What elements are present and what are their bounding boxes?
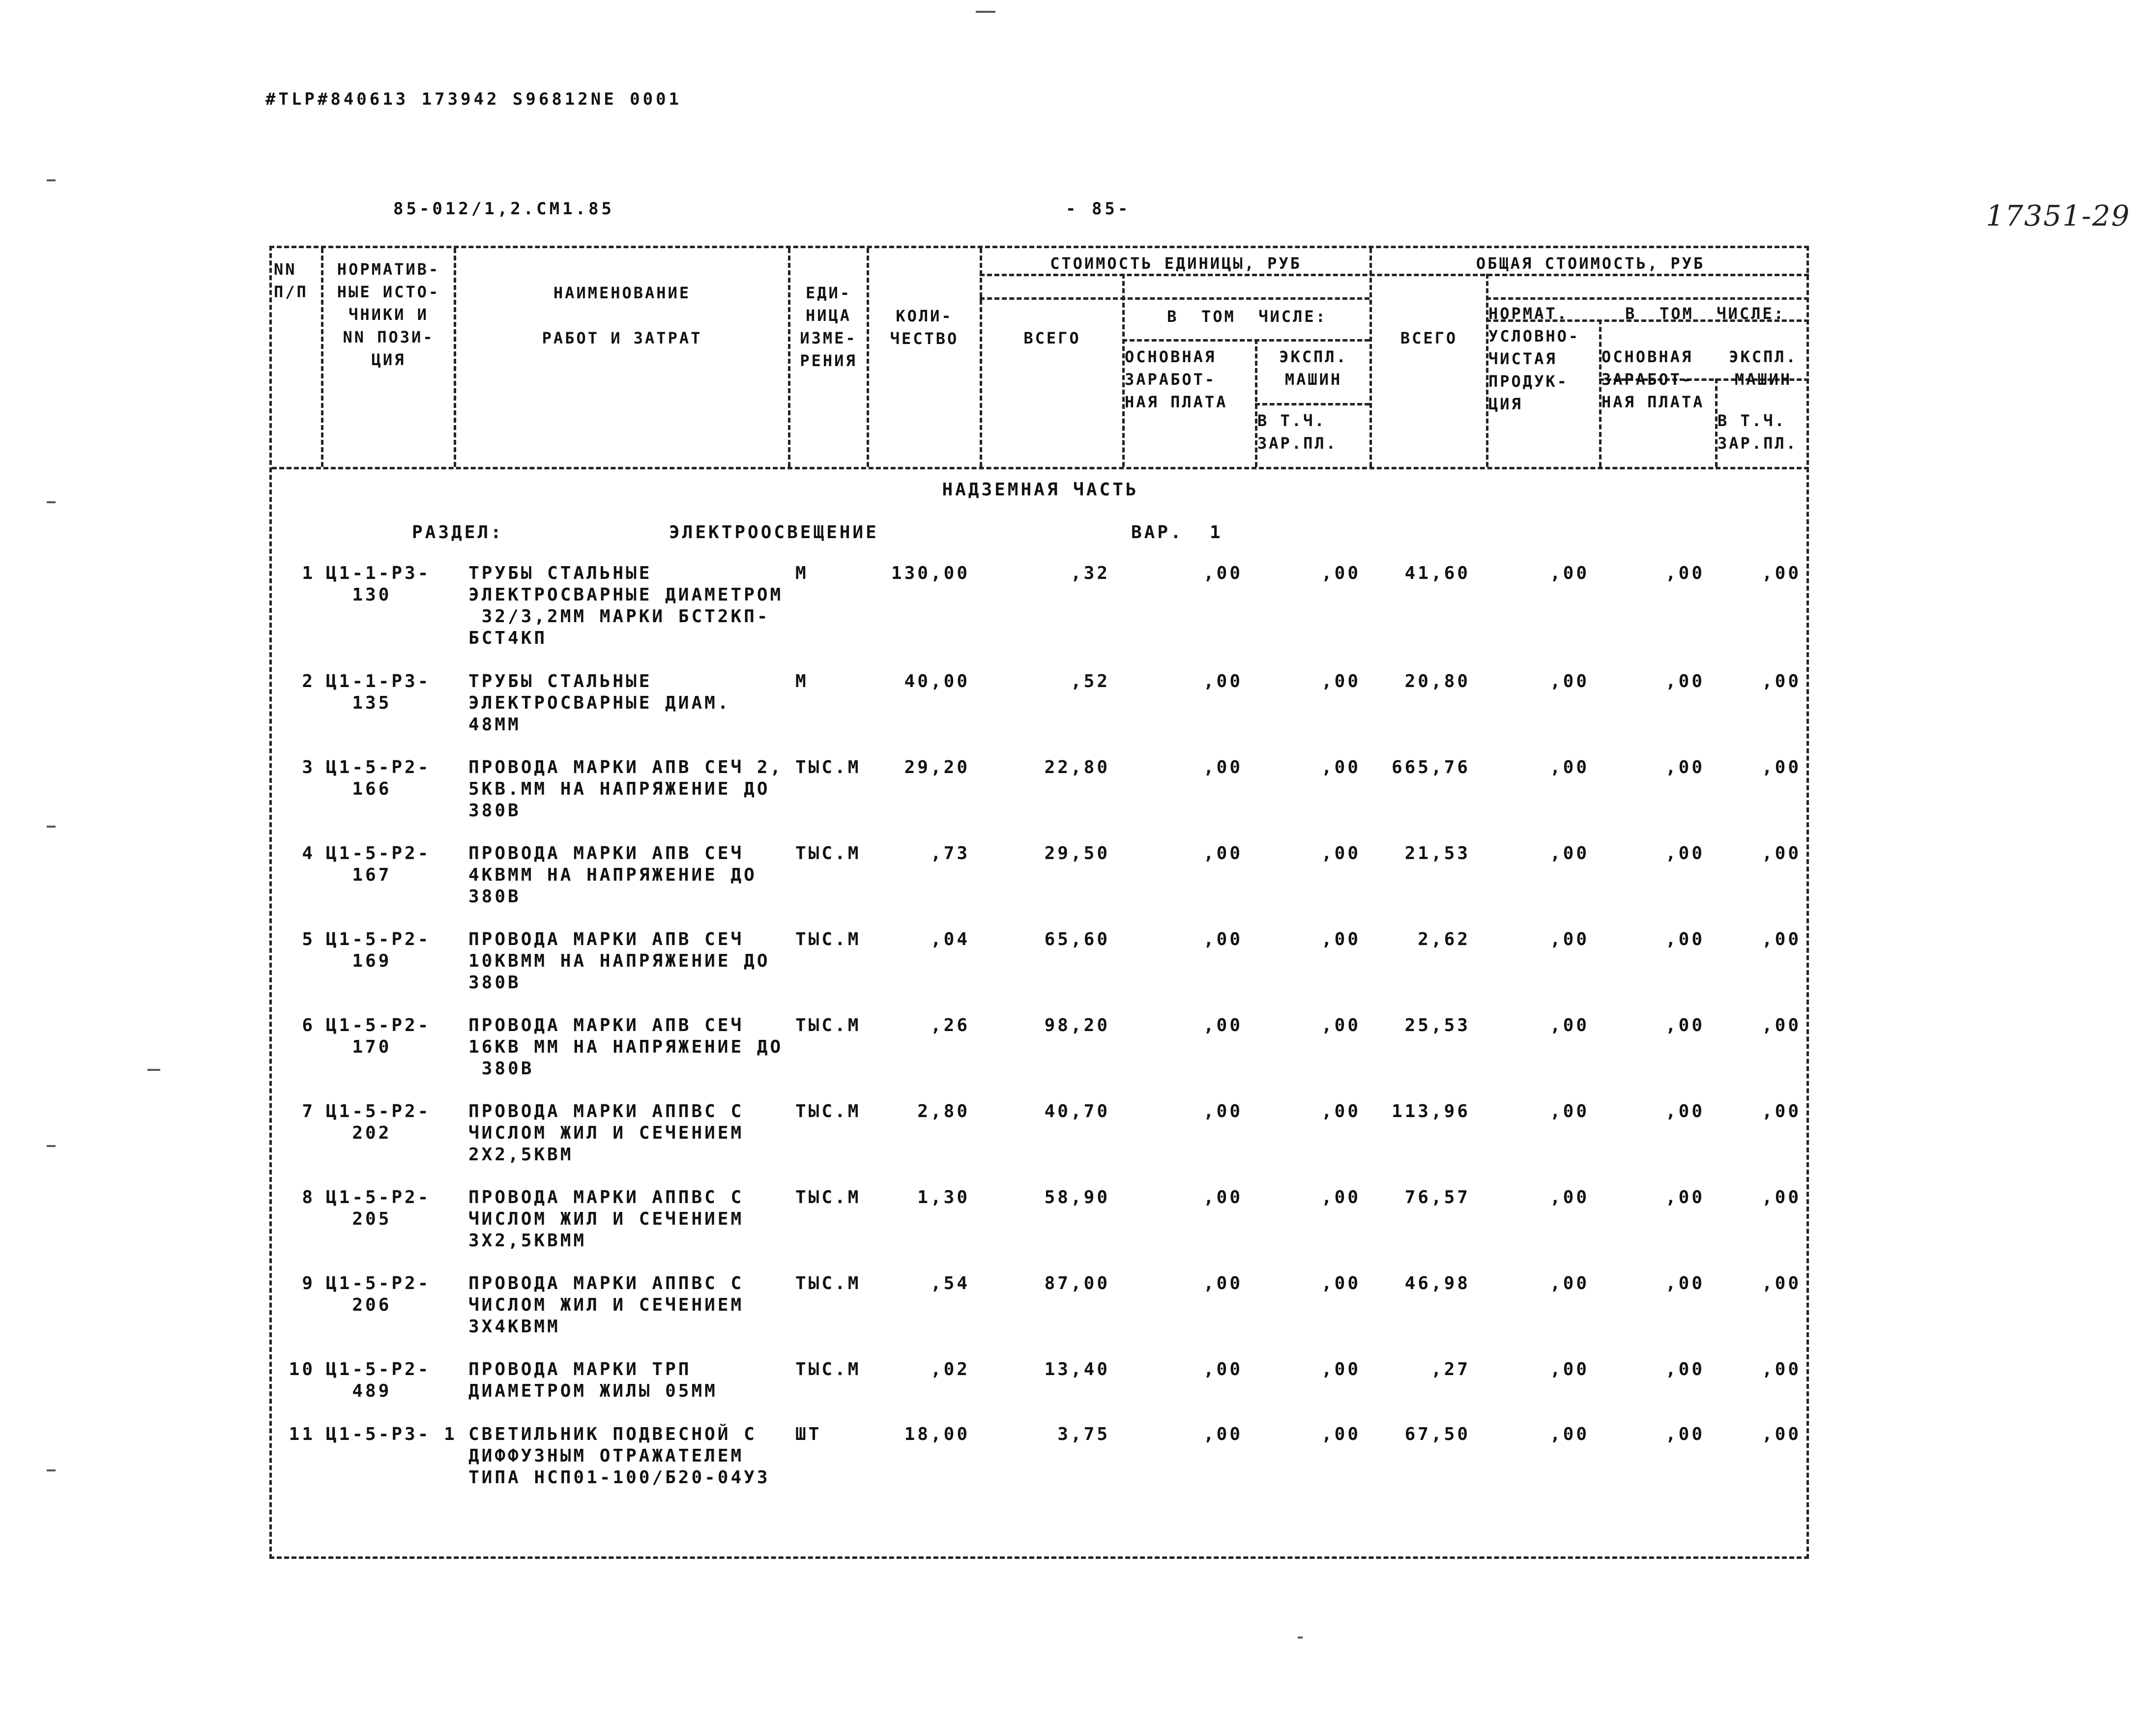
row-total-machines: ,00 [1761, 563, 1801, 583]
row-unit-machines: ,00 [1321, 1187, 1361, 1207]
row-total-normative: ,00 [1549, 843, 1589, 863]
row-number: 9 [302, 1273, 315, 1293]
handwritten-number: 17351-29 [1986, 199, 2130, 232]
margin-mark [147, 1069, 160, 1071]
header-unit-wage: ОСНОВНАЯ ЗАРАБОТ- НАЯ ПЛАТА [1125, 347, 1228, 411]
row-name: СВЕТИЛЬНИК ПОДВЕСНОЙ С ДИФФУЗНЫМ ОТРАЖАТЕЛЕМ ТИПА НСП01-100/Б20-04У3 [468, 1424, 770, 1488]
row-total-wage: ,00 [1665, 563, 1705, 583]
row-total-normative: ,00 [1549, 1015, 1589, 1035]
row-total-normative: ,00 [1549, 1424, 1589, 1444]
row-unit: ТЫС.М [795, 929, 861, 949]
row-total-wage: ,00 [1665, 671, 1705, 691]
row-unit-total: 29,50 [1044, 843, 1110, 863]
row-code: Ц1-1-Р3- 130 [326, 563, 431, 605]
row-number: 8 [302, 1187, 315, 1207]
row-code: Ц1-5-Р3- 1 [326, 1424, 457, 1444]
row-name: ПРОВОДА МАРКИ АППВС С ЧИСЛОМ ЖИЛ И СЕЧЕНИЕМ 2Х2,5КВМ [468, 1101, 744, 1165]
row-total: 113,96 [1391, 1101, 1470, 1121]
row-total-wage: ,00 [1665, 843, 1705, 863]
row-total-wage: ,00 [1665, 1359, 1705, 1379]
row-total: 20,80 [1404, 671, 1470, 691]
header-total-cost: ОБЩАЯ СТОИМОСТЬ, РУБ [1476, 254, 1705, 273]
row-quantity: 18,00 [904, 1424, 970, 1444]
row-total-wage: ,00 [1665, 1015, 1705, 1035]
row-unit: М [795, 671, 809, 691]
row-unit-wage: ,00 [1203, 843, 1243, 863]
row-unit-total: 3,75 [1057, 1424, 1110, 1444]
header-total-machines-wage: В Т.Ч. ЗАР.ПЛ. [1718, 411, 1798, 453]
row-total-wage: ,00 [1665, 1424, 1705, 1444]
row-unit: ТЫС.М [795, 1101, 861, 1121]
row-quantity: 29,20 [904, 757, 970, 777]
row-quantity: ,02 [930, 1359, 970, 1379]
row-code: Ц1-5-Р2- 167 [326, 843, 431, 885]
header-quantity: КОЛИ- ЧЕСТВО [890, 307, 959, 348]
row-total-machines: ,00 [1761, 757, 1801, 777]
row-unit-machines: ,00 [1321, 671, 1361, 691]
row-unit-machines: ,00 [1321, 1424, 1361, 1444]
row-code: Ц1-5-Р2- 169 [326, 929, 431, 971]
row-name: ТРУБЫ СТАЛЬНЫЕ ЭЛЕКТРОСВАРНЫЕ ДИАМ. 48ММ [468, 671, 731, 735]
row-total-machines: ,00 [1761, 1424, 1801, 1444]
row-name: ПРОВОДА МАРКИ ТРП ДИАМЕТРОМ ЖИЛЫ 05ММ [468, 1359, 718, 1401]
header-unit-total: ВСЕГО [1023, 329, 1081, 347]
row-quantity: ,73 [930, 843, 970, 863]
row-total: 25,53 [1404, 1015, 1470, 1035]
document-id: #TLP#840613 173942 S96812NE 0001 [265, 89, 682, 109]
row-quantity: 1,30 [917, 1187, 970, 1207]
row-unit-machines: ,00 [1321, 1359, 1361, 1379]
row-unit-machines: ,00 [1321, 1273, 1361, 1293]
margin-mark [976, 11, 995, 13]
row-total-wage: ,00 [1665, 757, 1705, 777]
row-unit: ТЫС.М [795, 1359, 861, 1379]
row-name: ПРОВОДА МАРКИ АПВ СЕЧ 4КВММ НА НАПРЯЖЕНИЕ ДО 380В [468, 843, 757, 907]
row-total: 41,60 [1404, 563, 1470, 583]
row-unit-wage: ,00 [1203, 1015, 1243, 1035]
row-quantity: ,54 [930, 1273, 970, 1293]
row-total-wage: ,00 [1665, 1273, 1705, 1293]
row-unit-machines: ,00 [1321, 843, 1361, 863]
section-title: НАДЗЕМНАЯ ЧАСТЬ [942, 480, 1139, 500]
header-normative: НОРМАТИВ- НЫЕ ИСТО- ЧНИКИ И NN ПОЗИ- ЦИЯ [337, 260, 440, 369]
row-name: ПРОВОДА МАРКИ АППВС С ЧИСЛОМ ЖИЛ И СЕЧЕНИЕМ 3Х4КВММ [468, 1273, 744, 1337]
row-number: 4 [302, 843, 315, 863]
margin-mark [47, 1145, 56, 1147]
row-unit-total: 13,40 [1044, 1359, 1110, 1379]
header-total-machines: ЭКСПЛ. МАШИН [1729, 347, 1798, 389]
row-total-machines: ,00 [1761, 1359, 1801, 1379]
row-unit: ТЫС.М [795, 1187, 861, 1207]
header-unit-machines-wage: В Т.Ч. ЗАР.ПЛ. [1257, 411, 1338, 453]
row-number: 6 [302, 1015, 315, 1035]
row-total: 21,53 [1404, 843, 1470, 863]
header-total-total: ВСЕГО [1400, 329, 1458, 347]
row-total-machines: ,00 [1761, 1187, 1801, 1207]
row-unit-total: 40,70 [1044, 1101, 1110, 1121]
row-code: Ц1-5-Р2- 489 [326, 1359, 431, 1401]
row-unit-machines: ,00 [1321, 1101, 1361, 1121]
row-total-normative: ,00 [1549, 563, 1589, 583]
margin-mark [47, 826, 56, 828]
section-name: ЭЛЕКТРООСВЕЩЕНИЕ [669, 522, 879, 543]
row-quantity: 2,80 [917, 1101, 970, 1121]
row-unit-wage: ,00 [1203, 1187, 1243, 1207]
row-unit-wage: ,00 [1203, 1101, 1243, 1121]
header-unit-including: В ТОМ ЧИСЛЕ: [1167, 307, 1327, 326]
row-name: ПРОВОДА МАРКИ АПВ СЕЧ 10КВММ НА НАПРЯЖЕНИЕ ДО 380В [468, 929, 770, 993]
header-unit: ЕДИ- НИЦА ИЗМЕ- РЕНИЯ [800, 284, 857, 370]
row-number: 5 [302, 929, 315, 949]
header-name: НАИМЕНОВАНИЕ РАБОТ И ЗАТРАТ [542, 284, 702, 347]
header-nn: NN П/П [274, 260, 308, 301]
row-total-normative: ,00 [1549, 1187, 1589, 1207]
row-unit: М [795, 563, 809, 583]
row-unit-wage: ,00 [1203, 1359, 1243, 1379]
row-quantity: ,04 [930, 929, 970, 949]
row-total: 665,76 [1391, 757, 1470, 777]
section-label: РАЗДЕЛ: [412, 522, 504, 543]
row-total-normative: ,00 [1549, 1359, 1589, 1379]
row-unit-machines: ,00 [1321, 1015, 1361, 1035]
row-unit: ТЫС.М [795, 1273, 861, 1293]
row-name: ПРОВОДА МАРКИ АПВ СЕЧ 16КВ ММ НА НАПРЯЖЕНИЕ ДО 380В [468, 1015, 784, 1079]
row-total-normative: ,00 [1549, 1273, 1589, 1293]
row-unit-wage: ,00 [1203, 1424, 1243, 1444]
row-total-normative: ,00 [1549, 757, 1589, 777]
row-total: 2,62 [1418, 929, 1470, 949]
row-code: Ц1-5-Р2- 166 [326, 757, 431, 799]
row-total-machines: ,00 [1761, 1273, 1801, 1293]
row-unit-wage: ,00 [1203, 757, 1243, 777]
header-total-normative: НОРМАТ. УСЛОВНО- ЧИСТАЯ ПРОДУК- ЦИЯ [1488, 304, 1580, 413]
row-number: 1 [302, 563, 315, 583]
row-total-machines: ,00 [1761, 671, 1801, 691]
row-unit-total: 87,00 [1044, 1273, 1110, 1293]
row-number: 7 [302, 1101, 315, 1121]
row-number: 11 [289, 1424, 315, 1444]
row-unit: ШТ [795, 1424, 822, 1444]
estimate-table [269, 246, 1809, 1559]
row-total-wage: ,00 [1665, 929, 1705, 949]
row-code: Ц1-1-Р3- 135 [326, 671, 431, 713]
row-unit-total: 65,60 [1044, 929, 1110, 949]
row-unit-wage: ,00 [1203, 563, 1243, 583]
row-unit-wage: ,00 [1203, 1273, 1243, 1293]
row-total-normative: ,00 [1549, 1101, 1589, 1121]
document-code: 85-012/1,2.СМ1.85 [393, 199, 614, 219]
row-unit: ТЫС.М [795, 843, 861, 863]
row-unit-total: 58,90 [1044, 1187, 1110, 1207]
row-unit-machines: ,00 [1321, 757, 1361, 777]
row-unit: ТЫС.М [795, 757, 861, 777]
row-number: 2 [302, 671, 315, 691]
row-unit-total: ,32 [1070, 563, 1110, 583]
row-total: ,27 [1430, 1359, 1470, 1379]
header-total-wage: ОСНОВНАЯ ЗАРАБОТ- НАЯ ПЛАТА [1602, 347, 1705, 411]
section-variant: ВАР. 1 [1131, 522, 1223, 543]
row-code: Ц1-5-Р2- 206 [326, 1273, 431, 1315]
header-unit-cost: СТОИМОСТЬ ЕДИНИЦЫ, РУБ [1050, 254, 1302, 273]
row-code: Ц1-5-Р2- 202 [326, 1101, 431, 1143]
margin-mark [47, 1469, 56, 1471]
row-quantity: 40,00 [904, 671, 970, 691]
row-total-wage: ,00 [1665, 1101, 1705, 1121]
header-unit-machines: ЭКСПЛ. МАШИН [1279, 347, 1348, 389]
row-total-machines: ,00 [1761, 1101, 1801, 1121]
row-number: 3 [302, 757, 315, 777]
row-quantity: ,26 [930, 1015, 970, 1035]
row-code: Ц1-5-Р2- 170 [326, 1015, 431, 1057]
row-unit: ТЫС.М [795, 1015, 861, 1035]
header-total-including: В ТОМ ЧИСЛЕ: [1625, 304, 1785, 323]
row-unit-wage: ,00 [1203, 671, 1243, 691]
margin-mark [47, 179, 56, 181]
row-code: Ц1-5-Р2- 205 [326, 1187, 431, 1229]
row-number: 10 [289, 1359, 315, 1379]
row-total-normative: ,00 [1549, 671, 1589, 691]
row-quantity: 130,00 [891, 563, 970, 583]
row-total-machines: ,00 [1761, 843, 1801, 863]
row-unit-total: ,52 [1070, 671, 1110, 691]
row-total-machines: ,00 [1761, 929, 1801, 949]
margin-mark [47, 501, 56, 503]
row-unit-machines: ,00 [1321, 929, 1361, 949]
row-total: 67,50 [1404, 1424, 1470, 1444]
row-unit-wage: ,00 [1203, 929, 1243, 949]
page-number: - 85- [1066, 199, 1131, 219]
row-total-machines: ,00 [1761, 1015, 1801, 1035]
row-name: ТРУБЫ СТАЛЬНЫЕ ЭЛЕКТРОСВАРНЫЕ ДИАМЕТРОМ 32/3,2ММ МАРКИ БСТ2КП- БСТ4КП [468, 563, 784, 648]
row-total-wage: ,00 [1665, 1187, 1705, 1207]
margin-mark [1298, 1637, 1303, 1638]
row-name: ПРОВОДА МАРКИ АПВ СЕЧ 2, 5КВ.ММ НА НАПРЯЖЕНИЕ ДО 380В [468, 757, 784, 821]
row-unit-total: 98,20 [1044, 1015, 1110, 1035]
row-unit-machines: ,00 [1321, 563, 1361, 583]
row-total: 46,98 [1404, 1273, 1470, 1293]
row-unit-total: 22,80 [1044, 757, 1110, 777]
row-total: 76,57 [1404, 1187, 1470, 1207]
row-total-normative: ,00 [1549, 929, 1589, 949]
row-name: ПРОВОДА МАРКИ АППВС С ЧИСЛОМ ЖИЛ И СЕЧЕНИЕМ 3Х2,5КВММ [468, 1187, 744, 1251]
